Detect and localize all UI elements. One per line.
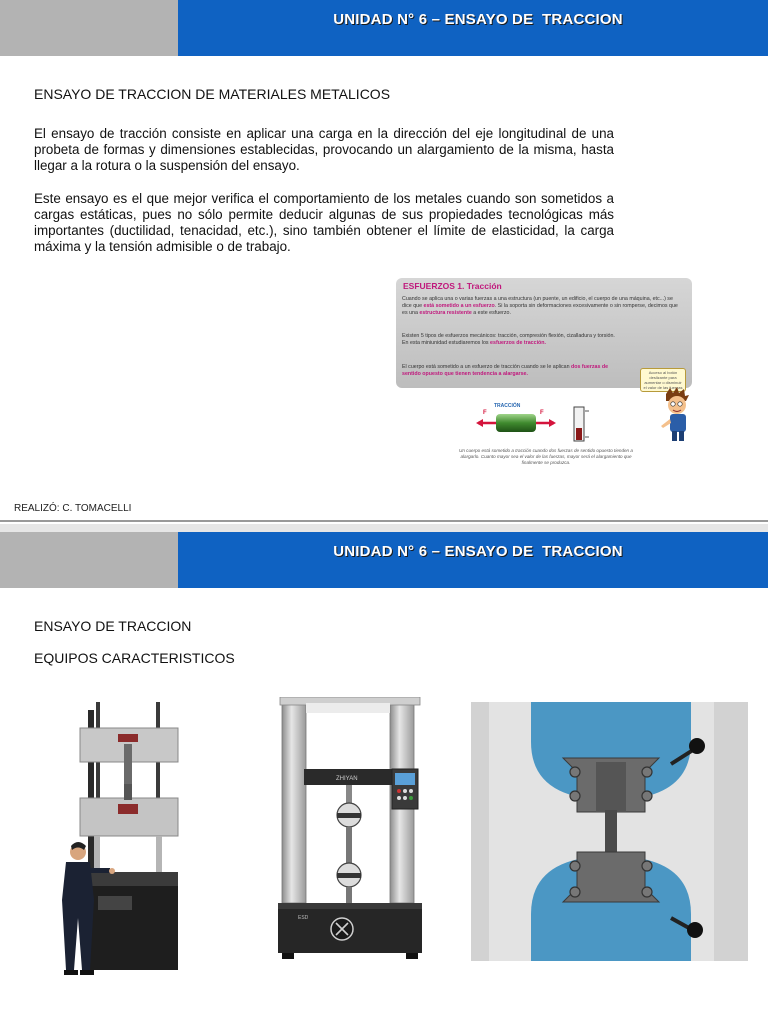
traccion-infographic	[396, 278, 692, 478]
infographic-paragraph-3: El cuerpo está sometido a un esfuerzo de tracción cuando se le aplican dos fuerzas de sentido opuesto que tienen tendencia a alargarse.	[402, 364, 609, 377]
infographic-paragraph-1: Cuando se aplica una o varias fuerzas a una estructura (un puente, un edificio, el cuerpo de una máquina, etc...) se dice que está sometido a un esfuerzo. Si la soporta sin deformaciones excesivamente o sin romperse, decimos que es una estructura resistente a este esfuerzo.	[402, 296, 678, 316]
infographic-title: ESFUERZOS 1. Tracción	[403, 281, 502, 291]
specimen-grips-illustration	[471, 702, 748, 961]
specimen-grips-photo	[471, 702, 748, 961]
section-title: ENSAYO DE TRACCION	[34, 618, 192, 634]
traccion-label: TRACCIÓN	[494, 403, 521, 409]
machine-model-label: ESD	[298, 915, 309, 921]
slide-2	[0, 532, 768, 1024]
header-grey-block	[0, 0, 178, 56]
testing-machine-photo-1	[60, 700, 185, 982]
machine-brand-label: ZHIYAN	[336, 776, 358, 782]
tension-bar-illustration	[476, 410, 556, 436]
header-bar	[178, 0, 768, 56]
section-title: ENSAYO DE TRACCION DE MATERIALES METALICOS	[34, 86, 391, 102]
testing-machine-photo-2	[274, 697, 426, 967]
infographic-paragraph-2: Existen 5 tipos de esfuerzos mecánicos: tracción, compresión flexión, cizalladura y torsión. En esta miniunidad estudiaremos los esfuerzos de tracción.	[402, 333, 615, 346]
footer-divider	[0, 520, 768, 522]
header-title: UNIDAD N° 6 – ENSAYO DE TRACCION	[333, 542, 623, 560]
paragraph-2: Este ensayo es el que mejor verifica el comportamiento de los metales cuando son sometidos a cargas estáticas, pues no sólo permite deducir algunas de sus propiedades tecnológicas más importantes (ductilidad, tenacidad, etc.), sino también obtener el límite de elasticidad, la carga máxima y la tensión admisible o de trabajo.	[34, 191, 614, 254]
header-bar	[178, 532, 768, 588]
force-slider-icon	[572, 406, 594, 442]
infographic-caption: Un cuerpo está sometido a tracción cuando dos fuerzas de sentido opuesto tienden a alargarlo. Cuanto mayor sea el valor de las fuerzas, mayor será el alargamiento que finalmente se produzca.	[459, 448, 633, 465]
header-title: UNIDAD N° 6 – ENSAYO DE TRACCION	[333, 10, 623, 28]
header-grey-block	[0, 532, 178, 588]
cartoon-character-icon	[658, 386, 694, 442]
force-right-label: F	[540, 410, 544, 416]
force-left-label: F	[483, 410, 487, 416]
footer-author: REALIZÓ: C. TOMACELLI	[14, 503, 132, 514]
paragraph-1: El ensayo de tracción consiste en aplicar una carga en la dirección del eje longitudinal de una probeta de formas y dimensiones establecidas, provocando un alargamiento de la misma, hasta llegar a la rotura o la suspensión del ensayo.	[34, 126, 614, 173]
hint-bubble: Acceso al botón deslizante para aumentar o disminuir el valor de las fuerzas	[640, 368, 686, 392]
section-subtitle: EQUIPOS CARACTERISTICOS	[34, 650, 235, 666]
